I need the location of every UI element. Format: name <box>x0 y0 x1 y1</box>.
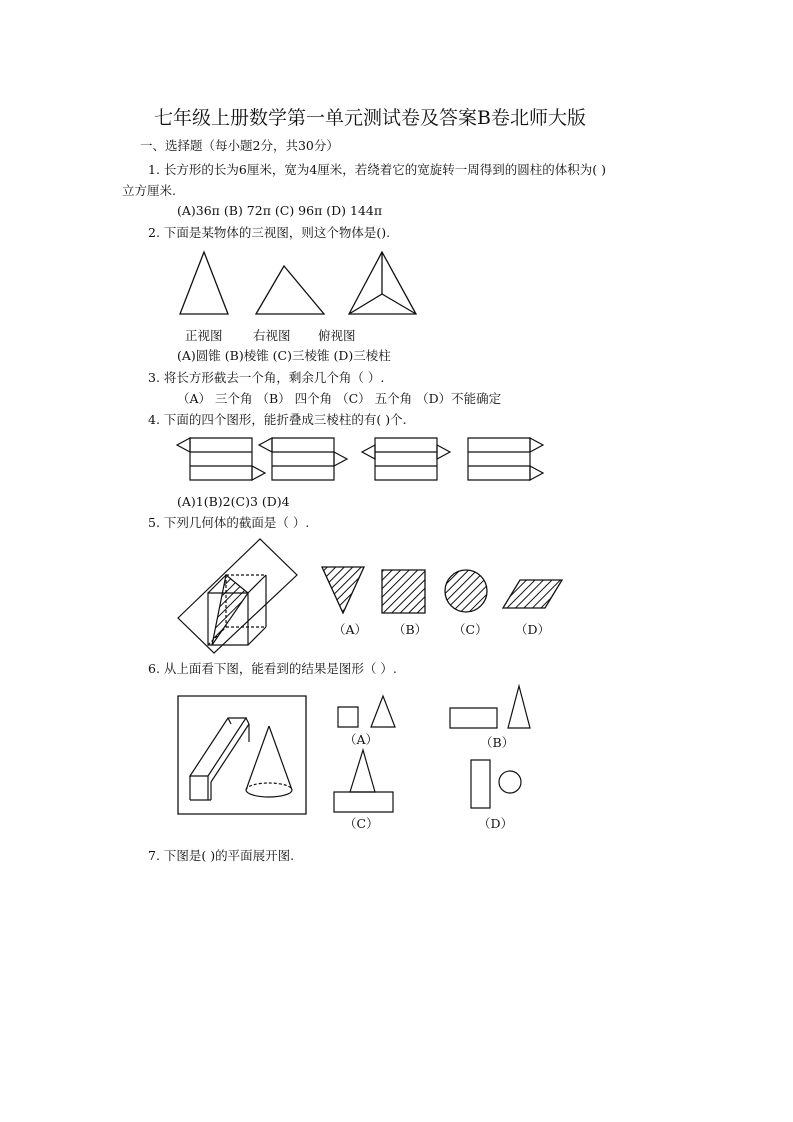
question-7-text: 7. 下图是( )的平面展开图. <box>148 848 295 863</box>
question-4-text: 4. 下面的四个图形，能折叠成三棱柱的有( )个. <box>148 412 407 427</box>
question-4-options: (A)1(B)2(C)3 (D)4 <box>177 494 290 509</box>
question-3-options: （A） 三个角 （B） 四个角 （C） 五个角 （D）不能确定 <box>177 391 502 406</box>
option-b-rectangle <box>450 708 497 728</box>
cross-section-triangle <box>212 575 248 645</box>
question-1-options: (A)36π (B) 72π (C) 96π (D) 144π <box>177 203 383 218</box>
top-view-figure <box>176 684 536 819</box>
question-2-text: 2. 下面是某物体的三视图，则这个物体是(). <box>148 225 391 240</box>
option-c-rectangle <box>334 792 393 812</box>
option-d-parallelogram <box>503 580 562 608</box>
q5-label-d: （D） <box>515 622 551 637</box>
option-a-triangle <box>322 567 364 613</box>
question-5-text: 5. 下列几何体的截面是（ ）. <box>148 515 310 530</box>
option-b-triangle <box>508 686 530 728</box>
question-1-text: 1. 长方形的长为6厘米，宽为4厘米，若绕着它的宽旋转一周得到的圆柱的体积为( ) <box>148 162 607 177</box>
option-a-square <box>338 707 358 727</box>
net-1 <box>177 438 265 480</box>
net-4 <box>468 438 543 480</box>
q6-label-b: （B） <box>480 735 515 750</box>
question-6-text: 6. 从上面看下图，能看到的结果是图形（ ）. <box>148 661 397 676</box>
option-b-square <box>382 570 425 613</box>
side-view-triangle <box>256 266 324 314</box>
view-label-front: 正视图 <box>185 328 223 343</box>
question-3-text: 3. 将长方形截去一个角，剩余几个角（ ）. <box>148 370 385 385</box>
question-1-text-cont: 立方厘米. <box>122 183 176 198</box>
net-3 <box>362 438 450 480</box>
view-label-side: 右视图 <box>253 328 291 343</box>
view-label-top: 俯视图 <box>318 328 356 343</box>
net-2 <box>259 438 347 480</box>
cuboid <box>190 718 249 800</box>
prism-nets-figure <box>170 432 550 490</box>
front-view-triangle <box>180 252 228 314</box>
option-c-triangle <box>350 750 375 792</box>
option-a-triangle <box>371 696 395 727</box>
q5-label-c: （C） <box>453 622 488 637</box>
q5-label-a: （A） <box>333 622 368 637</box>
option-d-circle <box>499 771 521 793</box>
cone <box>246 726 292 797</box>
scene-border <box>178 696 306 814</box>
q5-label-b: （B） <box>393 622 428 637</box>
section-heading: 一、选择题（每小题2分，共30分） <box>140 138 339 153</box>
option-c-circle <box>445 570 487 612</box>
page-title: 七年级上册数学第一单元测试卷及答案B卷北师大版 <box>154 107 586 129</box>
cross-section-figure <box>172 535 572 660</box>
question-2-options: (A)圆锥 (B)棱锥 (C)三棱锥 (D)三棱柱 <box>177 348 391 363</box>
q6-label-d: （D） <box>478 816 514 831</box>
three-views-figure <box>170 246 430 321</box>
q6-label-a: （A） <box>344 732 379 747</box>
option-d-rectangle <box>471 760 490 808</box>
q6-label-c: （C） <box>344 816 379 831</box>
